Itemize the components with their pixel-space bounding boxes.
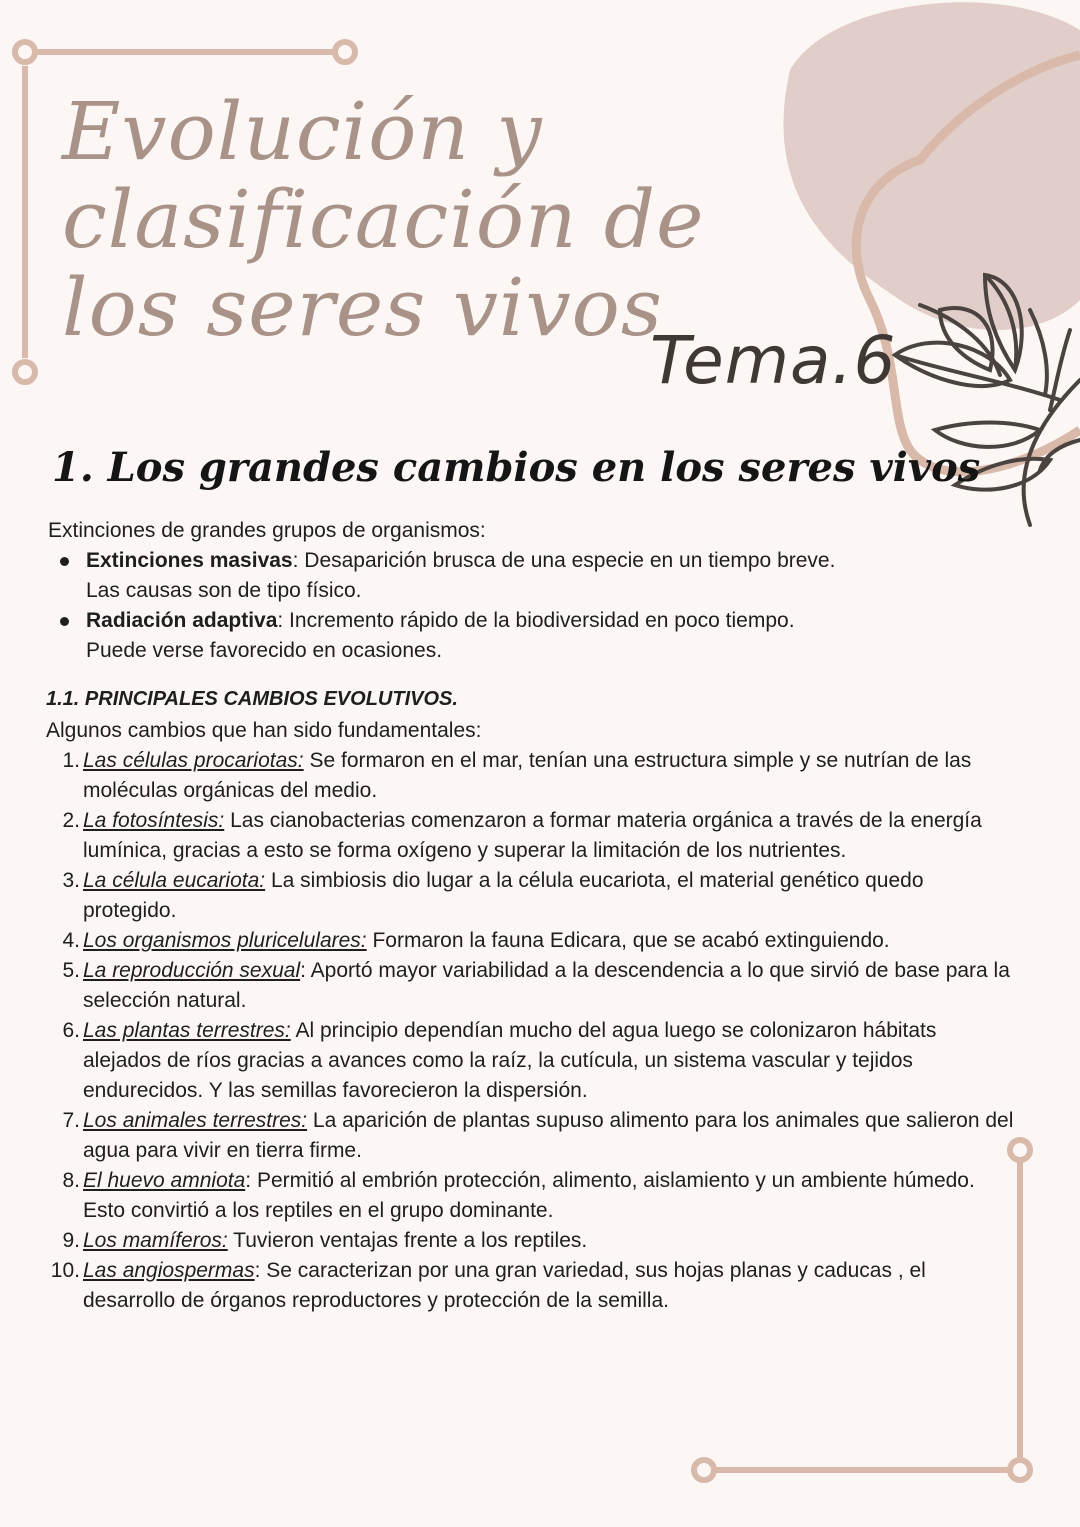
item-number: 3. xyxy=(62,869,80,892)
item-number: 9. xyxy=(62,1229,80,1252)
list-item xyxy=(46,926,1016,956)
item-text: : Permitió al embrión protección, alimento, aislamiento y un ambiente húmedo. Esto convirtió a los reptiles en el grupo dominante. xyxy=(83,1169,975,1222)
item-text: : Aportó mayor variabilidad a la descendencia a lo que sirvió de base para la selección natural. xyxy=(83,959,1010,1012)
item-term: Las células procariotas: xyxy=(83,749,304,772)
item-term: Las plantas terrestres: xyxy=(83,1019,291,1042)
item-term: La fotosíntesis: xyxy=(83,809,225,832)
list-item xyxy=(46,806,1016,866)
item-term: La célula eucariota: xyxy=(83,869,266,892)
list-item xyxy=(46,1106,1016,1166)
list-item xyxy=(58,546,848,606)
extinction-list xyxy=(58,546,848,666)
item-number: 5. xyxy=(62,959,80,982)
list-item xyxy=(58,606,848,666)
list-item xyxy=(46,1166,1016,1226)
list-item xyxy=(46,1256,1016,1316)
bullet-term: Extinciones masivas xyxy=(86,549,293,572)
list-item xyxy=(46,1016,1016,1106)
item-number: 10. xyxy=(50,1259,80,1282)
list-item xyxy=(46,866,1016,926)
item-text: Tuvieron ventajas frente a los reptiles. xyxy=(227,1229,588,1252)
main-title xyxy=(62,85,705,354)
item-text: Las cianobacterias comenzaron a formar materia orgánica a través de la energía lumínica, gracias a esto se forma oxígeno y superar la limitación de los nutrientes. xyxy=(83,809,982,862)
item-term: Los animales terrestres: xyxy=(83,1109,308,1132)
blob-shape xyxy=(783,2,1080,330)
item-term: Los mamíferos: xyxy=(83,1229,228,1252)
item-text: Al principio dependían mucho del agua luego se colonizaron hábitats alejados de ríos gracias a avances como la raíz, la cutícula, un sistema vascular y tejidos endurecidos. Y las semillas favorecieron la dispersión. xyxy=(83,1019,937,1102)
section-heading: 1. Los grandes cambios en los seres vivos xyxy=(52,444,981,491)
title-line-1: Evolución y xyxy=(62,85,543,178)
item-number: 8. xyxy=(62,1169,80,1192)
item-number: 1. xyxy=(62,749,80,772)
evolutionary-changes-list xyxy=(46,746,1016,1316)
item-term: El huevo amniota xyxy=(83,1169,246,1192)
item-number: 2. xyxy=(62,809,80,832)
bullet-term: Radiación adaptiva xyxy=(86,609,278,632)
item-text: Se formaron en el mar, tenían una estructura simple y se nutrían de las moléculas orgánicas del medio. xyxy=(83,749,972,802)
subsection-heading: 1.1. PRINCIPALES CAMBIOS EVOLUTIVOS. xyxy=(46,688,458,710)
list-item xyxy=(46,1226,1016,1256)
item-term: Los organismos pluricelulares: xyxy=(83,929,367,952)
item-text: La simbiosis dio lugar a la célula eucariota, el material genético quedo protegido. xyxy=(83,869,924,922)
item-number: 4. xyxy=(62,929,80,952)
title-line-3: los seres vivos xyxy=(62,261,663,354)
list-item xyxy=(46,746,1016,806)
item-term: La reproducción sexual xyxy=(83,959,301,982)
item-text: La aparición de plantas supuso alimento para los animales que salieron del agua para vivir en tierra firme. xyxy=(83,1109,1014,1162)
section-intro: Extinciones de grandes grupos de organismos: xyxy=(48,519,486,542)
bullet-text: : Desaparición brusca de una especie en un tiempo breve. Las causas son de tipo físico. xyxy=(86,549,836,602)
item-number: 6. xyxy=(62,1019,80,1042)
subsection-intro: Algunos cambios que han sido fundamentales: xyxy=(46,719,482,742)
item-number: 7. xyxy=(62,1109,80,1132)
item-text: Formaron la fauna Edicara, que se acabó extinguiendo. xyxy=(366,929,890,952)
title-line-2: clasificación de xyxy=(62,173,705,266)
topic-number: Tema.6 xyxy=(650,322,897,399)
item-term: Las angiospermas xyxy=(83,1259,255,1282)
list-item xyxy=(46,956,1016,1016)
bullet-text: : Incremento rápido de la biodiversidad en poco tiempo. Puede verse favorecido en ocasiones. xyxy=(86,609,795,662)
item-text: : Se caracterizan por una gran variedad, sus hojas planas y caducas , el desarrollo de órganos reproductores y protección de la semilla. xyxy=(83,1259,926,1312)
